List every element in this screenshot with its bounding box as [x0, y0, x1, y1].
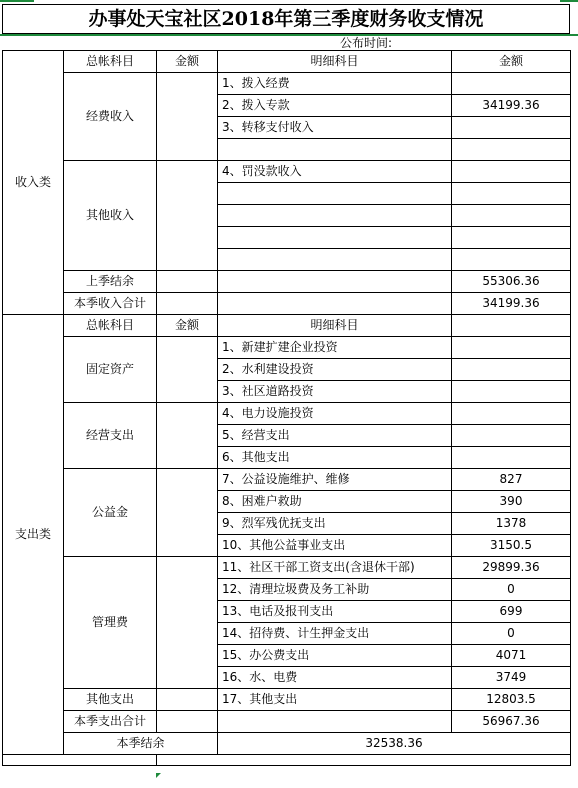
account-cell: 管理费 [64, 557, 157, 689]
detail-amount [452, 447, 571, 469]
amount-cell [157, 469, 218, 557]
detail-amount [452, 183, 571, 205]
detail-cell [218, 227, 452, 249]
amount-cell [157, 711, 218, 733]
table-row [3, 293, 571, 315]
detail-cell [218, 271, 452, 293]
detail-cell: 2、水利建设投资 [218, 359, 452, 381]
account-cell: 公益金 [64, 469, 157, 557]
cell-marker [156, 773, 161, 778]
detail-cell [218, 711, 452, 733]
detail-amount: 827 [452, 469, 571, 491]
detail-cell: 1、拨入经费 [218, 73, 452, 95]
detail-cell [218, 205, 452, 227]
amount-cell [157, 161, 218, 271]
detail-amount [452, 205, 571, 227]
detail-amount: 4071 [452, 645, 571, 667]
detail-cell: 10、其他公益事业支出 [218, 535, 452, 557]
amount-cell [157, 557, 218, 689]
table-row [3, 689, 571, 711]
table-row [3, 403, 571, 425]
detail-amount [452, 359, 571, 381]
table-row [3, 337, 571, 359]
table-row [3, 469, 571, 491]
detail-amount [452, 227, 571, 249]
detail-cell: 4、电力设施投资 [218, 403, 452, 425]
detail-amount [452, 337, 571, 359]
detail-cell: 11、社区干部工资支出(含退休干部) [218, 557, 452, 579]
income-total-value: 34199.36 [452, 293, 571, 315]
header-account: 总帐科目 [64, 315, 157, 337]
detail-amount [452, 403, 571, 425]
detail-cell: 3、转移支付收入 [218, 117, 452, 139]
table-row [3, 73, 571, 95]
detail-amount [452, 139, 571, 161]
expense-category: 支出类 [3, 315, 64, 755]
table-row [3, 315, 571, 337]
detail-cell [218, 183, 452, 205]
detail-cell [218, 293, 452, 315]
selection-border [0, 34, 578, 36]
table-row [3, 51, 571, 73]
detail-amount: 699 [452, 601, 571, 623]
detail-cell: 8、困难户救助 [218, 491, 452, 513]
detail-cell: 6、其他支出 [218, 447, 452, 469]
detail-cell: 3、社区道路投资 [218, 381, 452, 403]
table-row [3, 161, 571, 183]
balance-value: 32538.36 [218, 733, 571, 755]
expense-total-value: 56967.36 [452, 711, 571, 733]
detail-cell [218, 249, 452, 271]
detail-cell: 7、公益设施维护、维修 [218, 469, 452, 491]
detail-amount [452, 73, 571, 95]
header-account: 总帐科目 [64, 51, 157, 73]
detail-amount: 29899.36 [452, 557, 571, 579]
detail-amount: 390 [452, 491, 571, 513]
header-amount: 金额 [157, 51, 218, 73]
detail-amount [452, 425, 571, 447]
detail-amount [452, 117, 571, 139]
account-cell: 经费收入 [64, 73, 157, 161]
detail-amount: 3150.5 [452, 535, 571, 557]
amount-cell [157, 403, 218, 469]
detail-amount [452, 249, 571, 271]
detail-amount: 1378 [452, 513, 571, 535]
detail-cell: 14、招待费、计生押金支出 [218, 623, 452, 645]
table-row [3, 733, 571, 755]
page-title: 办事处天宝社区2018年第三季度财务收支情况 [2, 4, 570, 34]
balance-label: 本季结余 [64, 733, 218, 755]
income-total-label: 本季收入合计 [64, 293, 157, 315]
detail-cell: 2、拨入专款 [218, 95, 452, 117]
detail-amount: 34199.36 [452, 95, 571, 117]
detail-cell: 16、水、电费 [218, 667, 452, 689]
detail-cell: 12、清理垃圾费及务工补助 [218, 579, 452, 601]
amount-cell [157, 271, 218, 293]
prev-balance-value: 55306.36 [452, 271, 571, 293]
detail-cell: 5、经营支出 [218, 425, 452, 447]
amount-cell [157, 73, 218, 161]
amount-cell [157, 689, 218, 711]
publish-time-label: 公布时间: [340, 36, 393, 50]
detail-amount: 3749 [452, 667, 571, 689]
empty-cell [157, 755, 571, 766]
amount-cell [157, 293, 218, 315]
prev-balance-label: 上季结余 [64, 271, 157, 293]
finance-table [2, 50, 571, 766]
detail-cell: 17、其他支出 [218, 689, 452, 711]
detail-cell: 9、烈军残优抚支出 [218, 513, 452, 535]
detail-amount [452, 161, 571, 183]
detail-amount: 0 [452, 579, 571, 601]
detail-cell: 4、罚没款收入 [218, 161, 452, 183]
income-category: 收入类 [3, 51, 64, 315]
detail-cell: 1、新建扩建企业投资 [218, 337, 452, 359]
detail-cell: 15、办公费支出 [218, 645, 452, 667]
detail-amount: 0 [452, 623, 571, 645]
table-row [3, 755, 571, 766]
expense-total-label: 本季支出合计 [64, 711, 157, 733]
detail-cell: 13、电话及报刊支出 [218, 601, 452, 623]
header-detail: 明细科目 [218, 315, 452, 337]
detail-amount [452, 381, 571, 403]
header-amount: 金额 [157, 315, 218, 337]
empty-cell [3, 755, 157, 766]
table-row [3, 271, 571, 293]
detail-amount: 12803.5 [452, 689, 571, 711]
account-cell: 其他支出 [64, 689, 157, 711]
header-detail: 明细科目 [218, 51, 452, 73]
table-row [3, 711, 571, 733]
table-row [3, 557, 571, 579]
account-cell: 经营支出 [64, 403, 157, 469]
amount-cell [157, 337, 218, 403]
detail-cell [218, 139, 452, 161]
account-cell: 其他收入 [64, 161, 157, 271]
account-cell: 固定资产 [64, 337, 157, 403]
header-detail-amount: 金额 [452, 51, 571, 73]
header-detail-amount [452, 315, 571, 337]
